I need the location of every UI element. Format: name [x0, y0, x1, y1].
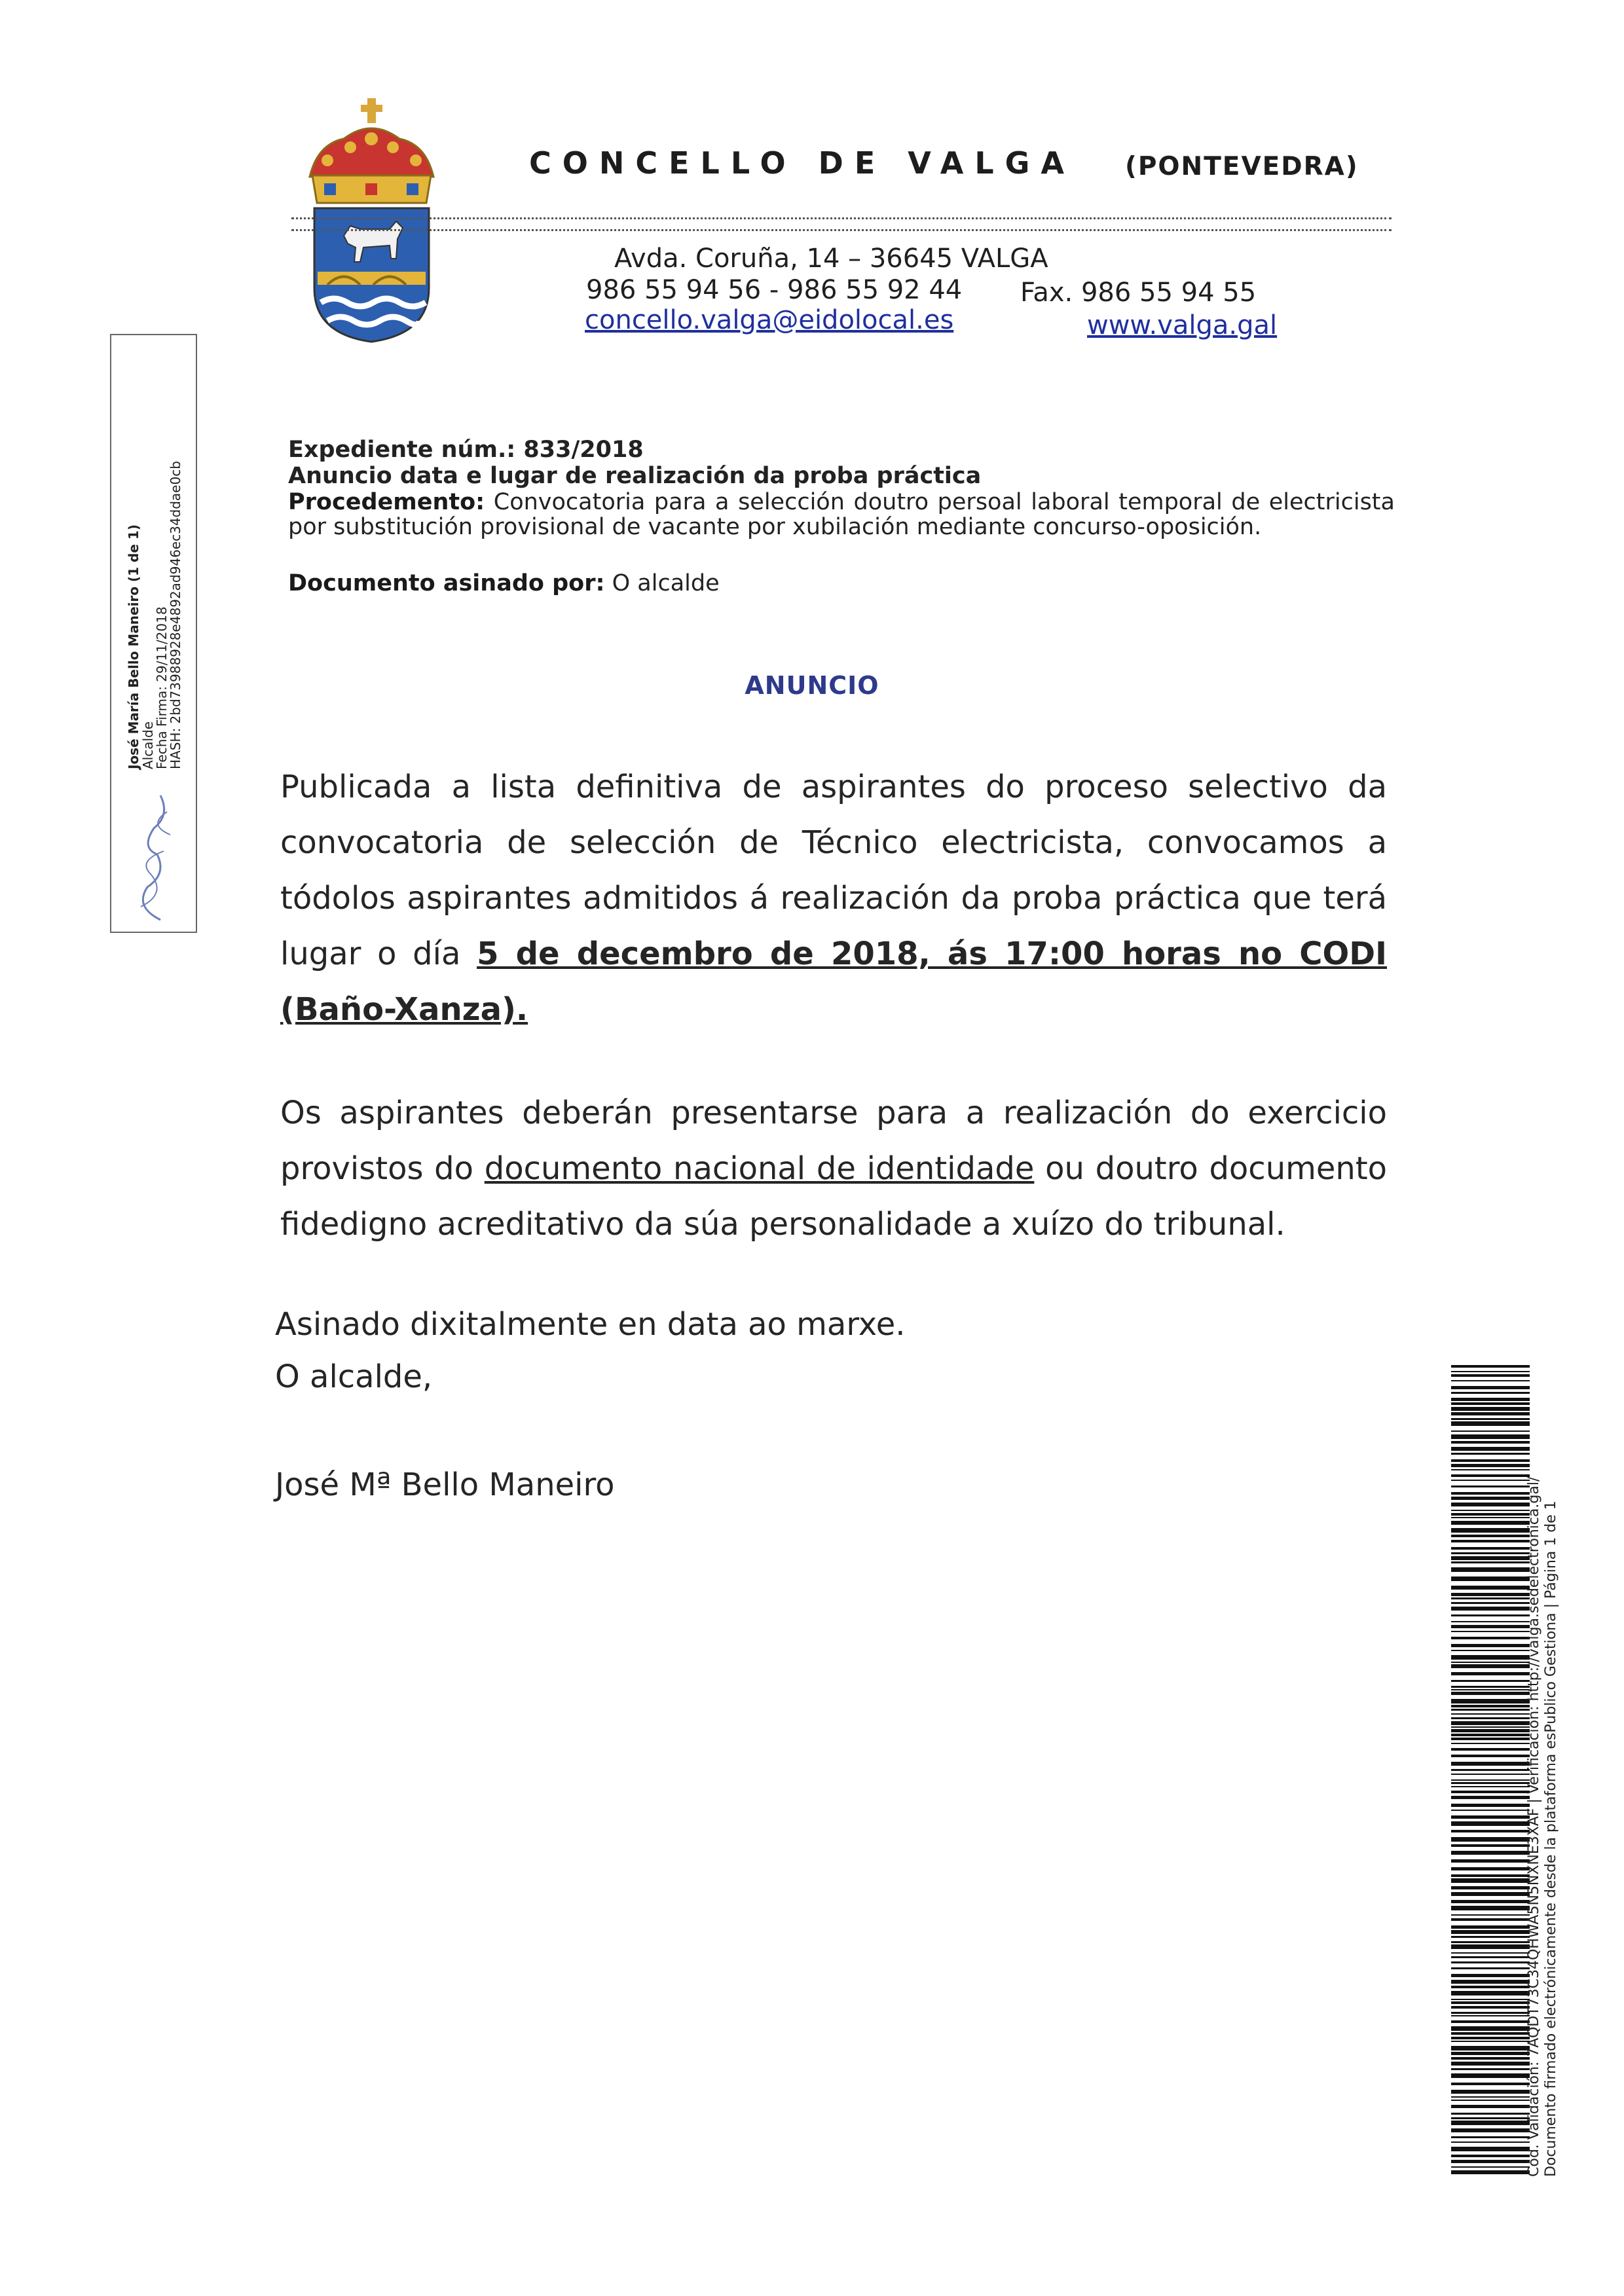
closing-statement: Asinado dixitalmente en data ao marxe. — [275, 1306, 906, 1343]
email-link[interactable]: concello.valga@eidolocal.es — [585, 305, 954, 335]
handwritten-signature — [121, 776, 187, 926]
org-region: (PONTEVEDRA) — [1125, 152, 1359, 181]
expediente-line: Expediente núm.: 833/2018 — [288, 437, 644, 463]
subject-line: Anuncio data e lugar de realización da proba práctica — [288, 463, 982, 489]
coat-of-arms-logo — [298, 98, 445, 344]
website-link[interactable]: www.valga.gal — [1087, 310, 1278, 340]
header-divider — [291, 217, 1392, 219]
closing-role: O alcalde, — [275, 1358, 433, 1395]
phone-numbers: 986 55 94 56 - 986 55 92 44 — [586, 275, 963, 305]
verification-platform: Documento firmado electrónicamente desde la plataforma esPublico Gestiona | Página 1 de 1 — [1543, 1501, 1559, 2177]
body-paragraph-1: Publicada a lista definitiva de aspirantes do proceso selectivo da convocatoria de selección de Técnico electricista, convocamos a tódolos aspirantes admitidos á realización da proba práctica que terá lugar o día 5 de decembro de 2018, ás 17:00 horas no CODI (Baño-Xanza). — [280, 769, 1388, 1028]
address-line: Avda. Coruña, 14 – 36645 VALGA — [614, 244, 1048, 274]
org-name: CONCELLO DE VALGA — [529, 145, 1076, 181]
signature-date: Fecha Firma: 29/11/2018 — [154, 606, 170, 769]
verification-barcode — [1451, 1365, 1530, 2180]
exam-date-place: 5 de decembro de 2018, ás 17:00 horas no CODI (Baño-Xanza). — [280, 936, 1388, 1028]
signer-name: José Mª Bello Maneiro — [275, 1467, 615, 1503]
signed-by-line: Documento asinado por: O alcalde — [288, 570, 720, 596]
verification-code: Cód. Validación: 7AQDT73C34QHWA5N5NXNE3XAF | Verificación: http://valga.sedelectronica.gal/ — [1526, 1476, 1542, 2177]
announcement-heading: ANUNCIO — [745, 671, 879, 700]
procedemento-block: Procedemento: Convocatoria para a selección doutro persoal laboral temporal de electricista por substitución provisional de vacante por xubilación mediante concurso-oposición. — [288, 489, 1395, 540]
body-paragraph-2: Os aspirantes deberán presentarse para a realización do exercicio provistos do documento nacional de identidade ou doutro documento fidedigno acreditativo da súa personalidade a xuízo do tribunal. — [280, 1095, 1388, 1243]
fax-number: Fax. 986 55 94 55 — [1020, 278, 1257, 308]
signature-hash: HASH: 2bd73988928e4892ad946ec34ddae0cb — [168, 461, 183, 769]
signature-signer: José María Bello Maneiro (1 de 1) — [126, 524, 141, 769]
id-document-highlight: documento nacional de identidade — [484, 1150, 1035, 1187]
signature-role: Alcalde — [140, 721, 156, 769]
header-divider-2 — [291, 229, 1392, 231]
